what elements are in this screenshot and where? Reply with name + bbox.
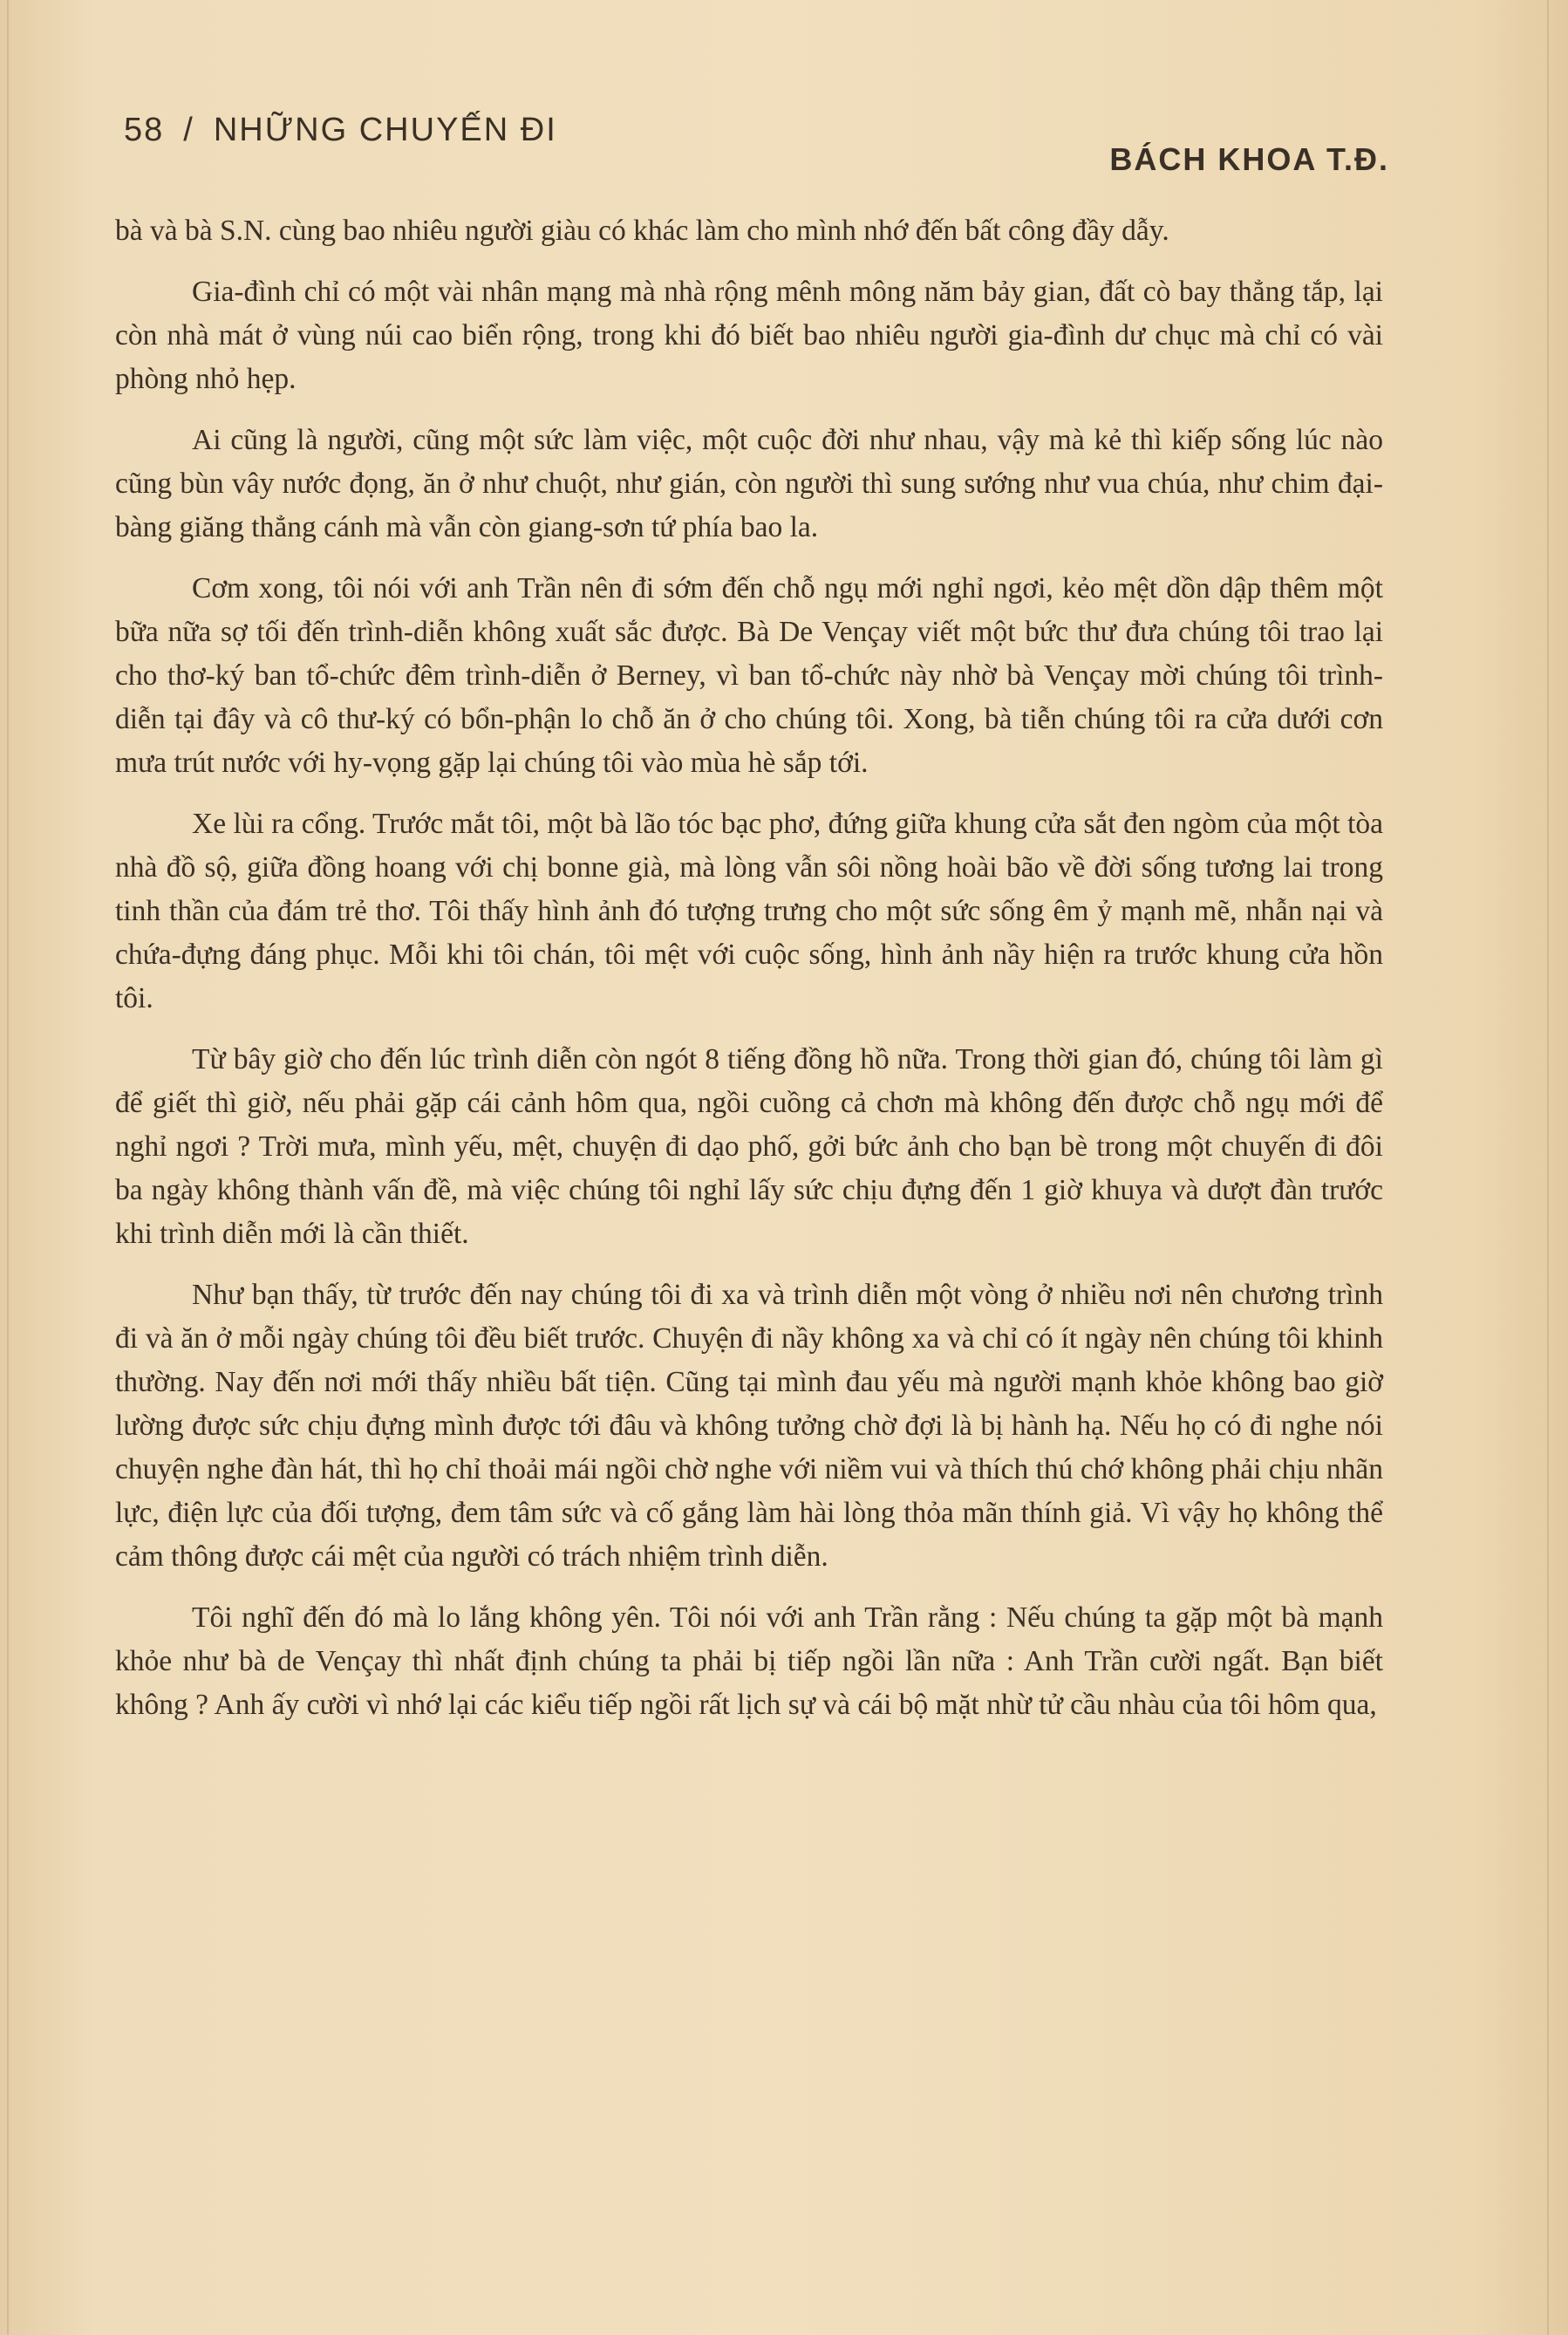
paragraph-5: Xe lùi ra cổng. Trước mắt tôi, một bà lão tóc bạc phơ, đứng giữa khung cửa sắt đen ngòm của một tòa nhà đồ sộ, giữa đồng hoang với chị bonne già, mà lòng vẫn sôi nồng hoài bão về đời sống tương lai trong tinh thần của đám trẻ thơ. Tôi thấy hình ảnh đó tượng trưng cho một sức sống êm ỷ mạnh mẽ, nhẫn nại và chứa-đựng đáng phục. Mỗi khi tôi chán, tôi mệt với cuộc sống, hình ảnh nầy hiện ra trước khung cửa hồn tôi. [115,808,1383,1014]
header-separator: / [183,112,194,148]
paragraph-7: Như bạn thấy, từ trước đến nay chúng tôi đi xa và trình diễn một vòng ở nhiều nơi nên chương trình đi và ăn ở mỗi ngày chúng tôi đều biết trước. Chuyện đi nầy không xa và chỉ có ít ngày nên chúng tôi khinh thường. Nay đến nơi mới thấy nhiều bất tiện. Cũng tại mình đau yếu mà người mạnh khỏe không bao giờ lường được sức chịu đựng mình được tới đâu và không tưởng chờ đợi là bị hành hạ. Nếu họ có đi nghe nói chuyện nghe đàn hát, thì họ chỉ thoải mái ngồi chờ nghe với niềm vui và thích thú chớ không phải chịu nhãn lực, điện lực của đối tượng, đem tâm sức và cố gắng làm hài lòng thỏa mãn thính giả. Vì vậy họ không thể cảm thông được cái mệt của người có trách nhiệm trình diễn. [115,1279,1383,1573]
page-edge-right [1547,0,1549,2335]
paragraph-8: Tôi nghĩ đến đó mà lo lắng không yên. Tôi nói với anh Trần rằng : Nếu chúng ta gặp một bà mạnh khỏe như bà de Vençay thì nhất định chúng ta phải bị tiếp ngồi lần nữa : Anh Trần cười ngất. Bạn biết không ? Anh ấy cười vì nhớ lại các kiểu tiếp ngồi rất lịch sự và cái bộ mặt nhừ tử cầu nhàu của tôi hôm qua, [115,1601,1383,1721]
paragraph-2: Gia-đình chỉ có một vài nhân mạng mà nhà rộng mênh mông năm bảy gian, đất cò bay thẳng tắp, lại còn nhà mát ở vùng núi cao biển rộng, trong khi đó biết bao nhiêu người gia-đình dư chục mà chỉ có vài phòng nhỏ hẹp. [115,276,1383,395]
paragraph-4: Cơm xong, tôi nói với anh Trần nên đi sớm đến chỗ ngụ mới nghỉ ngơi, kẻo mệt dồn dập thêm một bữa nữa sợ tối đến trình-diễn không xuất sắc được. Bà De Vençay viết một bức thư đưa chúng tôi trao lại cho thơ-ký ban tổ-chức đêm trình-diễn ở Berney, vì ban tổ-chức này nhờ bà Vençay mời chúng tôi trình-diễn tại đây và cô thư-ký có bổn-phận lo chỗ ăn ở cho chúng tôi. Xong, bà tiễn chúng tôi ra cửa dưới cơn mưa trút nước với hy-vọng gặp lại chúng tôi vào mùa hè sắp tới. [115,572,1383,779]
page-edge-left [7,0,9,2335]
header-left [124,112,557,149]
paragraph-6: Từ bây giờ cho đến lúc trình diễn còn ngót 8 tiếng đồng hồ nữa. Trong thời gian đó, chúng tôi làm gì để giết thì giờ, nếu phải gặp cái cảnh hôm qua, ngồi cuồng cả chơn mà không đến được chỗ ngụ mới để nghỉ ngơi ? Trời mưa, mình yếu, mệt, chuyện đi dạo phố, gởi bức ảnh cho bạn bè trong một chuyến đi đôi ba ngày không thành vấn đề, mà việc chúng tôi nghỉ lấy sức chịu đựng đến 1 giờ khuya và dượt đàn trước khi trình diễn mới là cần thiết. [115,1043,1383,1250]
paragraph-3: Ai cũng là người, cũng một sức làm việc, một cuộc đời như nhau, vậy mà kẻ thì kiếp sống lúc nào cũng bùn vây nước đọng, ăn ở như chuột, như gián, còn người thì sung sướng như vua chúa, như chim đại-bàng giăng thẳng cánh mà vẫn còn giang-sơn tứ phía bao la. [115,424,1383,543]
body-text [115,209,1383,1744]
author-name: BÁCH KHOA T.Đ. [1109,141,1389,177]
running-header [124,112,1389,181]
page-number: 58 [124,112,165,148]
running-title: NHỮNG CHUYẾN ĐI [213,112,557,148]
paragraph-1: bà và bà S.N. cùng bao nhiêu người giàu có khác làm cho mình nhớ đến bất công đầy dẫy. [115,215,1169,247]
